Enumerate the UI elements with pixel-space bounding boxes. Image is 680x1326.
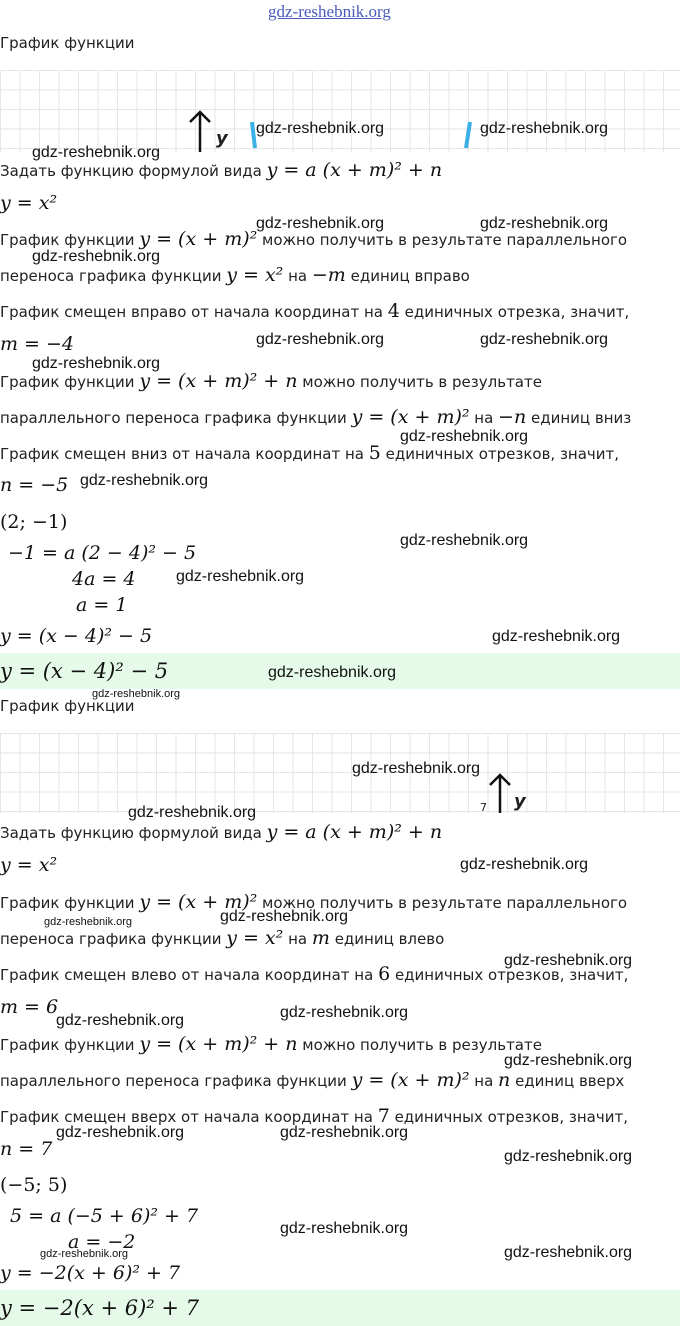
watermark: gdz-reshebnik.org	[128, 804, 257, 821]
part1-step2-text-b: можно получить в результате параллельного	[262, 231, 628, 249]
part2-step5-text-b: единичных отрезков, значит,	[394, 1108, 628, 1126]
part2-step1-formula: y = a (x + m)² + n	[266, 821, 443, 843]
watermark: gdz-reshebnik.org	[352, 760, 481, 777]
part2-graph-svg	[0, 733, 680, 813]
part1-step5-text-a: График смещен вниз от начала координат на	[0, 445, 364, 463]
part1-step4-text-a: График функции	[0, 373, 135, 391]
part2-step2-line2-a: переноса графика функции	[0, 930, 222, 948]
part2-step3-num: 6	[378, 963, 391, 985]
part2-m-value: m = 6	[0, 996, 59, 1018]
part1-base-formula: y = x²	[0, 192, 58, 214]
part2-answer-box	[0, 1290, 680, 1326]
part1-result: y = (x − 4)² − 5	[0, 625, 153, 647]
part1-step3	[0, 300, 629, 322]
part2-step5-text-a: График смещен вверх от начала координат на	[0, 1108, 373, 1126]
part2-step2-line2-shift: m	[311, 927, 330, 949]
watermark: gdz-reshebnik.org	[280, 1124, 409, 1141]
part2-calc1: 5 = a (−5 + 6)² + 7	[10, 1205, 199, 1227]
part2-heading: График функции	[0, 697, 135, 715]
watermark: gdz-reshebnik.org	[32, 144, 161, 161]
watermark: gdz-reshebnik.org	[176, 568, 305, 585]
part1-step2-line2-c: единиц вправо	[350, 267, 470, 285]
part2-step5-num: 7	[377, 1105, 390, 1127]
part1-answer: y = (x − 4)² − 5	[0, 659, 169, 683]
part2-step4-line2-a: параллельного переноса графика функции	[0, 1072, 347, 1090]
watermark: gdz-reshebnik.org	[504, 1052, 633, 1069]
part1-n-value: n = −5	[0, 474, 69, 496]
part2-answer: y = −2(x + 6)² + 7	[0, 1296, 200, 1320]
part1-calc2: 4a = 4	[72, 568, 136, 590]
part1-calc1: −1 = a (2 − 4)² − 5	[8, 542, 197, 564]
watermark: gdz-reshebnik.org	[504, 952, 633, 969]
part1-step4-line2-c: единиц вниз	[531, 409, 632, 427]
watermark: gdz-reshebnik.org	[220, 908, 349, 925]
watermark: gdz-reshebnik.org	[80, 472, 209, 489]
part2-step4-line2-b: на	[474, 1072, 494, 1090]
part1-step4-line2-shift: −n	[498, 406, 527, 428]
part1-step4-line2	[0, 406, 631, 428]
watermark: gdz-reshebnik.org	[400, 532, 529, 549]
part1-step4-text-b: можно получить в результате	[302, 373, 542, 391]
part2-base-formula: y = x²	[0, 854, 58, 876]
part1-step2-line2-a: переноса графика функции	[0, 267, 222, 285]
part1-calc3: a = 1	[76, 594, 128, 616]
part1-step4-line2-a: параллельного переноса графика функции	[0, 409, 347, 427]
part2-n-value: n = 7	[0, 1138, 53, 1160]
part1-parabola-right	[466, 122, 470, 148]
part2-point: (−5; 5)	[0, 1174, 68, 1196]
watermark: gdz-reshebnik.org	[280, 1220, 409, 1237]
part2-step4-line2-formula: y = (x + m)²	[351, 1069, 470, 1091]
part2-step2-line2-b: на	[288, 930, 308, 948]
part1-graph	[0, 70, 680, 152]
watermark: gdz-reshebnik.org	[56, 1124, 185, 1141]
watermark: gdz-reshebnik.org	[256, 120, 385, 137]
part2-step2-line2	[0, 927, 444, 949]
watermark: gdz-reshebnik.org	[56, 1012, 185, 1029]
watermark: gdz-reshebnik.org	[400, 428, 529, 445]
part2-step3-text-a: График смещен влево от начала координат на	[0, 966, 374, 984]
part1-step4-formula: y = (x + m)² + n	[139, 370, 298, 392]
watermark: gdz-reshebnik.org	[40, 1248, 129, 1260]
watermark: gdz-reshebnik.org	[504, 1148, 633, 1165]
part1-step3-text-b: единичных отрезка, значит,	[404, 303, 630, 321]
part2-step4-line2-c: единиц вверх	[515, 1072, 625, 1090]
part1-graph-svg	[0, 70, 680, 152]
part1-parabola-left	[252, 122, 255, 148]
part1-point: (2; −1)	[0, 511, 68, 533]
watermark: gdz-reshebnik.org	[492, 628, 621, 645]
part2-graph	[0, 733, 680, 813]
watermark: gdz-reshebnik.org	[480, 215, 609, 232]
part1-step2-line2-b: на	[288, 267, 308, 285]
watermark: gdz-reshebnik.org	[32, 248, 161, 265]
watermark: gdz-reshebnik.org	[280, 1004, 409, 1021]
part1-y-label: y	[216, 128, 228, 149]
part1-step2-formula: y = (x + m)²	[139, 228, 258, 250]
part2-calc2: a = −2	[68, 1231, 136, 1253]
part1-step2-line2-shift: −m	[311, 264, 346, 286]
part2-step4-text-a: График функции	[0, 1036, 135, 1054]
part2-step4-line1	[0, 1033, 542, 1055]
part1-step2-line2	[0, 264, 470, 286]
watermark: gdz-reshebnik.org	[32, 355, 161, 372]
part2-step1-text: Задать функцию формулой вида	[0, 824, 262, 842]
part1-step3-num: 4	[387, 300, 400, 322]
part2-step4-line2	[0, 1069, 624, 1091]
part1-step2-line2-formula: y = x²	[226, 264, 284, 286]
watermark: gdz-reshebnik.org	[256, 331, 385, 348]
watermark: gdz-reshebnik.org	[256, 215, 385, 232]
part2-step3-text-b: единичных отрезков, значит,	[394, 966, 629, 984]
watermark: gdz-reshebnik.org	[460, 856, 589, 873]
part1-step4-line2-b: на	[474, 409, 494, 427]
part2-step4-text-b: можно получить в результате	[302, 1036, 542, 1054]
part2-step1	[0, 821, 442, 843]
part1-step1-formula: y = a (x + m)² + n	[266, 159, 443, 181]
watermark: gdz-reshebnik.org	[504, 1244, 633, 1261]
site-watermark-top[interactable]: gdz-reshebnik.org	[268, 2, 391, 21]
part1-heading: График функции	[0, 34, 135, 52]
part1-step1	[0, 159, 442, 181]
part2-step2-line2-formula: y = x²	[226, 927, 284, 949]
part2-step4-line2-shift: n	[498, 1069, 511, 1091]
part1-step2-text-a: График функции	[0, 231, 135, 249]
watermark: gdz-reshebnik.org	[92, 688, 181, 700]
part2-step4-formula: y = (x + m)² + n	[139, 1033, 298, 1055]
part1-step1-text: Задать функцию формулой вида	[0, 162, 262, 180]
watermark: gdz-reshebnik.org	[44, 916, 133, 928]
part2-step2-text-b: можно получить в результате параллельного	[262, 894, 628, 912]
part1-m-value: m = −4	[0, 333, 75, 355]
watermark: gdz-reshebnik.org	[480, 120, 609, 137]
part1-step5-num: 5	[368, 442, 381, 464]
part1-step5-text-b: единичных отрезков, значит,	[385, 445, 620, 463]
part2-step2-text-a: График функции	[0, 894, 135, 912]
part2-result: y = −2(x + 6)² + 7	[0, 1262, 181, 1284]
part1-step4-line2-formula: y = (x + m)²	[351, 406, 470, 428]
part1-step4-line1	[0, 370, 542, 392]
watermark: gdz-reshebnik.org	[268, 664, 397, 681]
part1-step3-text-a: График смещен вправо от начала координат на	[0, 303, 383, 321]
watermark: gdz-reshebnik.org	[480, 331, 609, 348]
part2-tick-label: 7	[480, 801, 487, 814]
part2-step2-formula: y = (x + m)²	[139, 891, 258, 913]
part2-y-label: y	[514, 791, 526, 812]
part2-step2-line2-c: единиц влево	[334, 930, 445, 948]
